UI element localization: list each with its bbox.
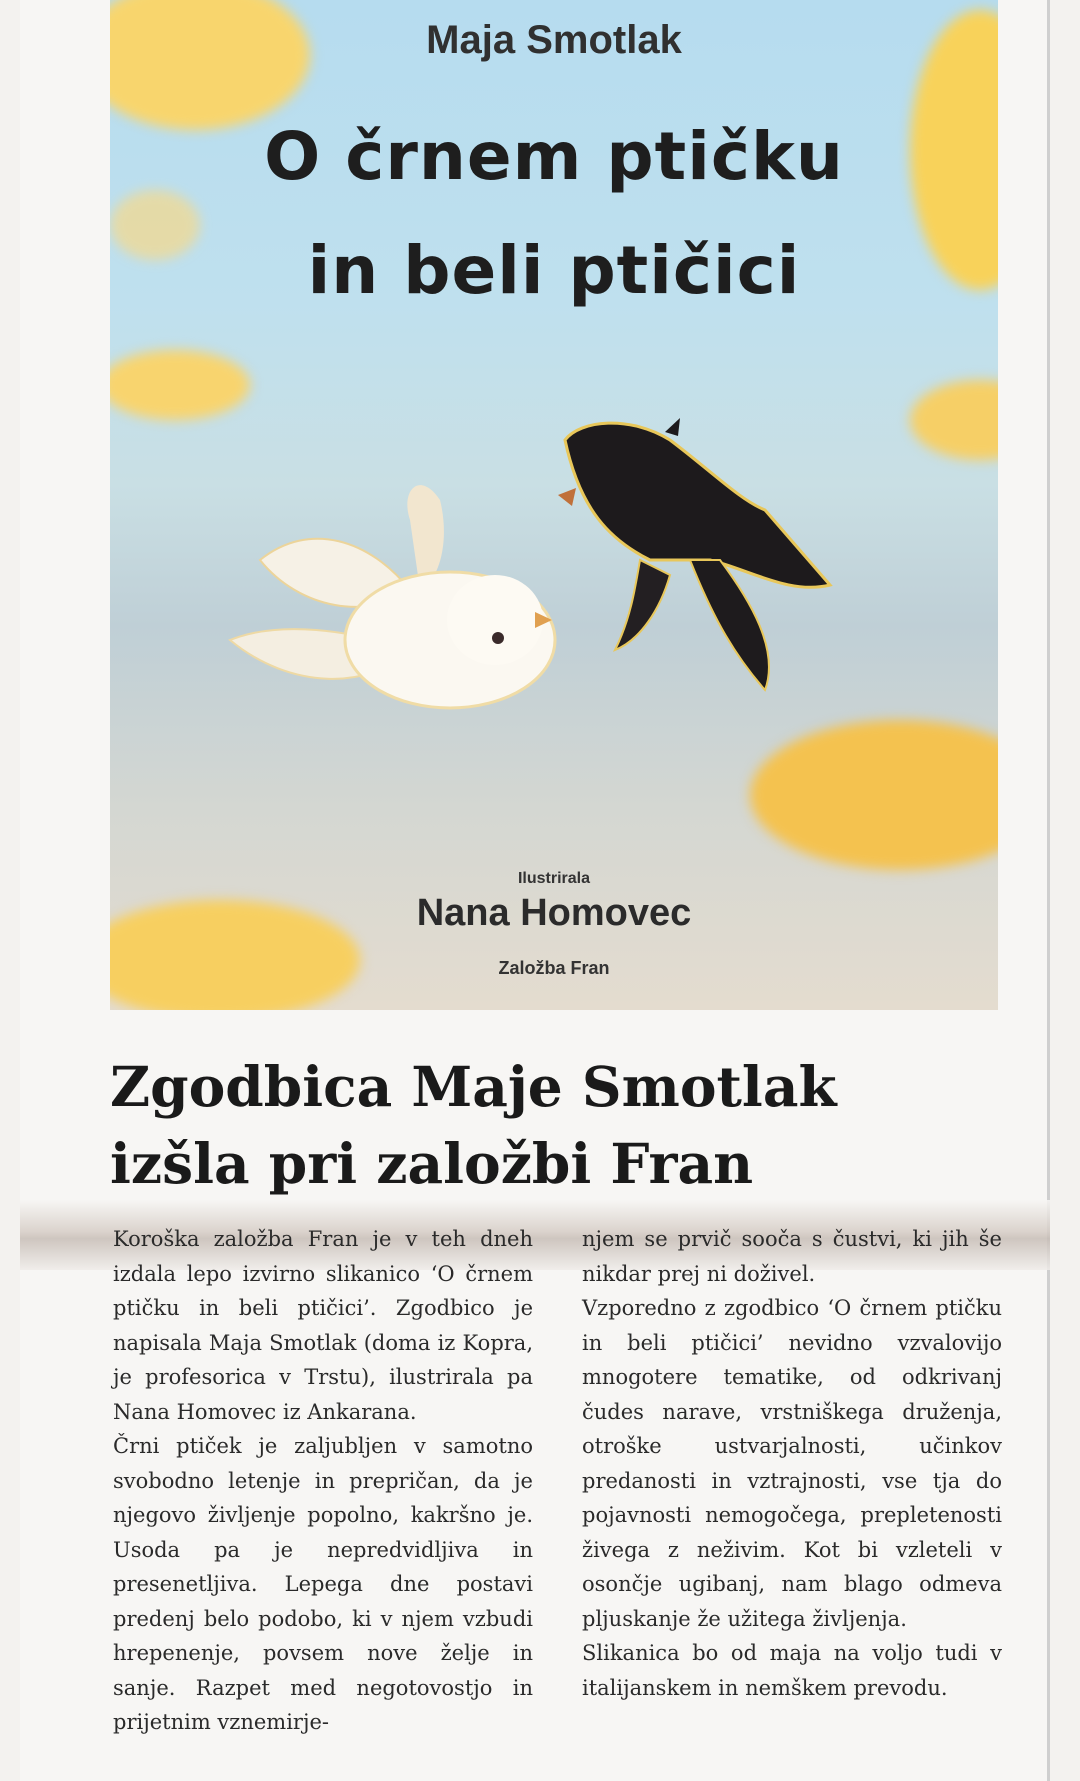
paragraph: Slikanica bo od maja na voljo tudi v italijanskem in nemškem prevodu. — [582, 1641, 1002, 1700]
white-bird-icon — [230, 485, 555, 708]
headline-line-1: Zgodbica Maje Smotlak — [110, 1054, 837, 1119]
illustrator-name: Nana Homovec — [416, 892, 692, 934]
illustrator-label: Ilustrirala — [517, 870, 591, 887]
article-column-right — [582, 1222, 1002, 1705]
article-headline — [110, 1048, 1030, 1202]
headline-line-2: izšla pri založbi Fran — [110, 1131, 754, 1196]
paragraph: Koroška založba Fran je v teh dneh izdala lepo izvirno slikanico ‘O črnem ptičku in beli ptičici’. Zgodbico je napisala Maja Smotlak (doma iz Kopra, je profesorica v Trstu), ilustrirala pa Nana Homovec iz Ankarana. — [113, 1227, 533, 1424]
publisher-name: Založba Fran — [498, 958, 610, 978]
book-cover-image — [110, 0, 998, 1010]
cover-title-line-1: O črnem ptičku — [264, 118, 844, 195]
page-edge — [1047, 0, 1050, 1781]
article-column-left — [113, 1222, 533, 1740]
paragraph: njem se prvič sooča s čustvi, ki jih še nikdar prej ni doživel. — [582, 1227, 1002, 1286]
cover-author: Maja Smotlak — [426, 18, 682, 62]
black-bird-icon — [558, 418, 830, 690]
paragraph: Vzporedno z zgodbico ‘O črnem ptičku in beli ptičici’ nevidno vzvalovijo mnogotere tematike, od odkrivanj čudes narave, vrstniškega druženja, otroške ustvarjalnosti, učinkov predanosti in vztrajnosti, vse tja do pojavnosti nemogočega, prepletenosti živega z neživim. Kot bi vzleteli v osončje ugibanj, nam blago odmeva pljuskanje že užitega življenja. — [582, 1296, 1002, 1631]
cover-title-line-2: in beli ptičici — [307, 232, 801, 309]
paragraph: Črni ptiček je zaljubljen v samotno svobodno letenje in prepričan, da je njegovo življenje popolno, kakršno je. Usoda pa je nepredvidljiva in presenetljiva. Lepega dne postavi predenj belo podobo, ki v njem vzbudi hrepenenje, povsem nove želje in sanje. Razpet med negotovostjo in prijetnim vznemirje- — [113, 1434, 533, 1734]
